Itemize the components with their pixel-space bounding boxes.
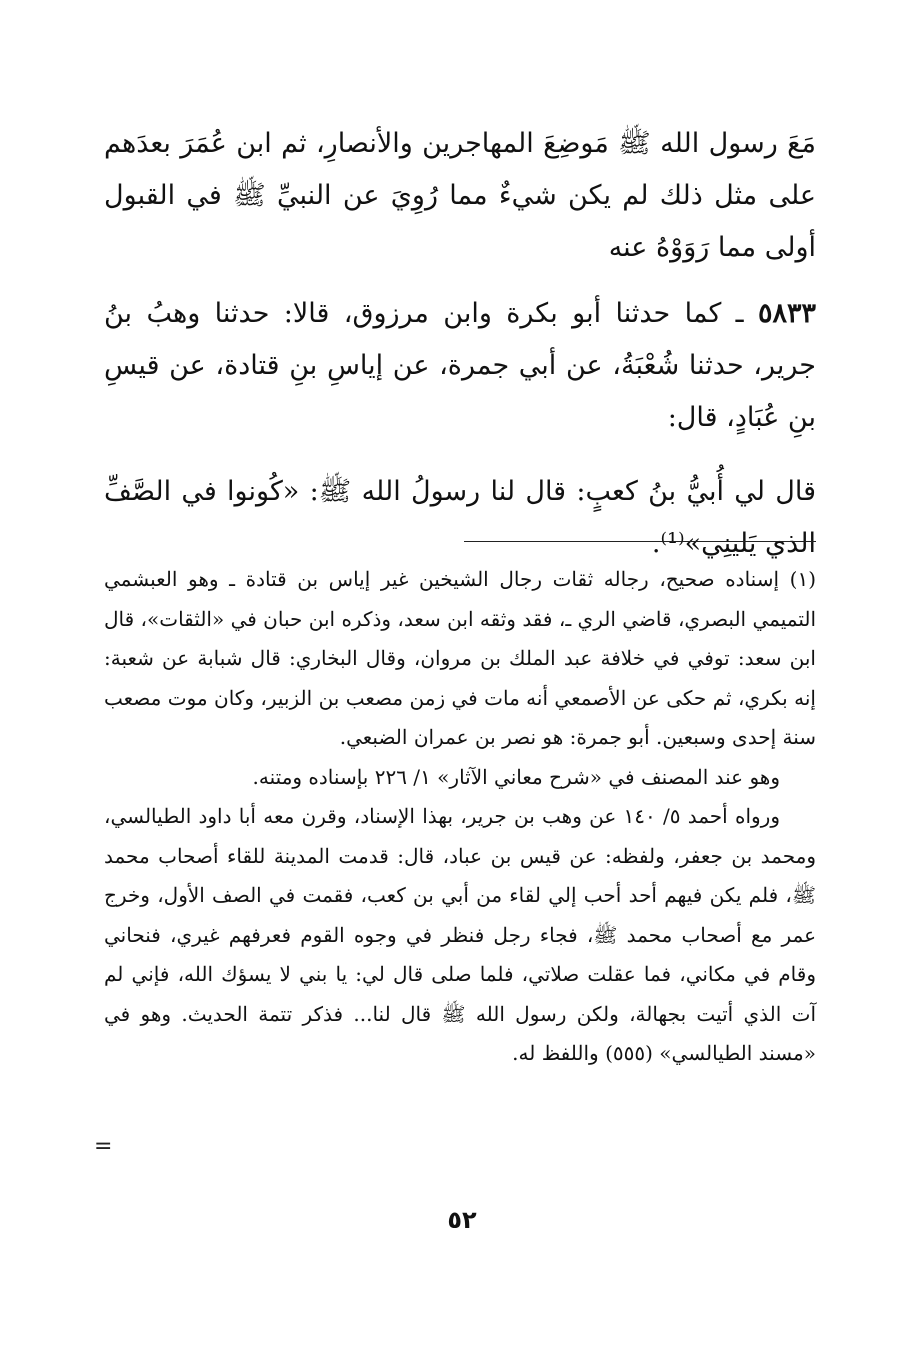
main-paragraph-3: قال لي أُبيُّ بنُ كعبٍ: قال لنا رسولُ الله ﷺ: «كُونوا في الصَّفِّ الذي يَلينِي»⁽¹⁾.: [104, 476, 816, 559]
page-number: ٥٢: [447, 1206, 477, 1234]
main-text: [104, 118, 816, 592]
footnote-divider: [464, 541, 816, 542]
hadith-chain: ـ كما حدثنا أبو بكرة وابن مرزوق، قالا: حدثنا وهبُ بنُ جرير، حدثنا شُعْبَةُ، عن أبي جمرة، عن إياسِ بنِ قتادة، عن قيسِ بنِ عُبَادٍ، قال:: [104, 298, 816, 433]
main-paragraph-1: مَعَ رسول الله ﷺ مَوضِعَ المهاجرين والأنصارِ، ثم ابن عُمَرَ بعدَهم على مثل ذلك لم يكن شيءٌ مما رُوِيَ عن النبيِّ ﷺ في القبول أولى مما رَوَوْهُ عنه: [104, 128, 816, 263]
footnote-1-part-a: (١) إسناده صحيح، رجاله ثقات رجال الشيخين غير إياس بن قتادة ـ وهو العبشمي التميمي البصري، قاضي الري ـ، فقد وثقه ابن سعد، وذكره ابن حبان في «الثقات»، قال ابن سعد: توفي في خلافة عبد الملك بن مروان، وقال البخاري: قال شبابة عن شعبة: إنه بكري، ثم حكى عن الأصمعي أنه مات في زمن مصعب بن الزبير، وكان موت مصعب سنة إحدى وسبعين. أبو جمرة: هو نصر بن عمران الضبعي.: [104, 567, 817, 749]
continuation-mark: =: [94, 1134, 113, 1159]
footnotes: [104, 560, 816, 1074]
footnote-1-part-b: وهو عند المصنف في «شرح معاني الآثار» ١/ ٢٢٦ بإسناده ومتنه.: [252, 764, 780, 789]
main-paragraph-2: [104, 288, 816, 444]
hadith-number: ٥٨٣٣: [757, 298, 816, 329]
footnote-1-part-c: ورواه أحمد ٥/ ١٤٠ عن وهب بن جرير، بهذا الإسناد، وقرن معه أبا داود الطيالسي، ومحمد بن جعفر، ولفظه: عن قيس بن عباد، قال: قدمت المدينة للقاء أصحاب محمد ﷺ، فلم يكن فيهم أحد أحب إلي لقاء من أبي بن كعب، فقمت في الصف الأول، وخرج عمر مع أصحاب محمد ﷺ، فجاء رجل فنظر في وجوه القوم فعرفهم غيري، فنحاني وقام في مكاني، فما عقلت صلاتي، فلما صلى قال لي: يا بني لا يسؤك الله، فإني لم آت الذي أتيت بجهالة، ولكن رسول الله ﷺ قال لنا... فذكر تتمة الحديث. وهو في «مسند الطيالسي» (٥٥٥) واللفظ له.: [104, 804, 816, 1065]
